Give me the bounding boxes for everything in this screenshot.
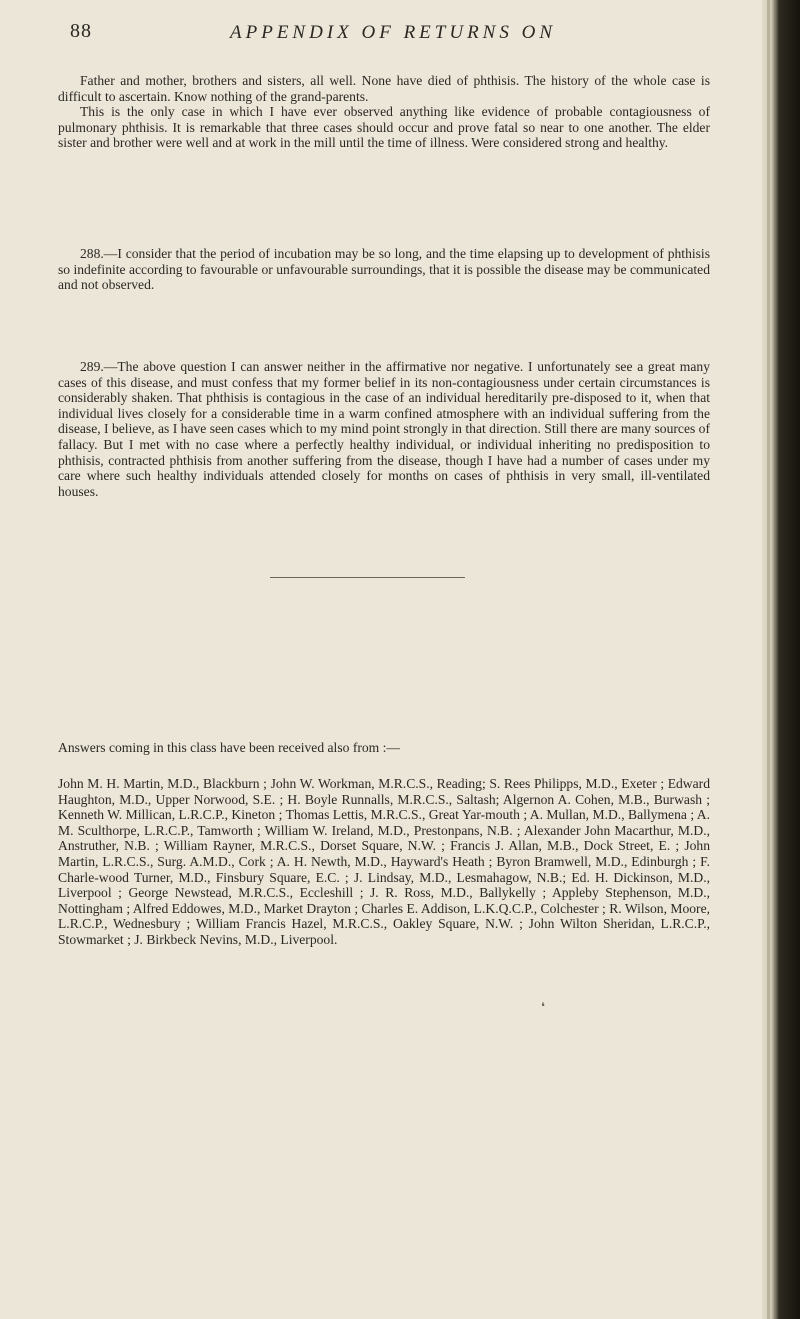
paragraph-family-history: Father and mother, brothers and sisters, all well. None have died of phthisis. The history of the whole case is difficult to ascertain. Know nothing of the grand-parents. [58, 73, 710, 104]
page-number: 88 [70, 20, 92, 42]
paragraph-289: 289.—The above question I can answer neither in the affirmative nor negative. I unfortunately see a great many cases of this disease, and must confess that my former belief in its non-contagiousness under certain circumstances is considerably shaken. That phthisis is contagious in the case of an individual hereditarily pre-disposed to it, when that individual lives closely for a considerable time in a warm confined atmosphere with an individual suffering from the disease, I believe, as I have seen cases which to my mind point strongly in that direction. Still there are many sources of fallacy. But I met with no case where a perfectly healthy individual, or individual inheriting no predisposition to phthisis, contracted phthisis from another suffering from the disease, though I have had a number of cases under my care where such healthy individuals attended closely for months on cases of phthisis in very small, ill-ventilated houses. [58, 359, 710, 499]
ink-speck: ❛ [541, 1000, 545, 1014]
paragraph-contagion-evidence: This is the only case in which I have ever observed anything like evidence of probable contagiousness of pulmonary phthisis. It is remarkable that three cases should occur and prove fatal so near to one another. The elder sister and brother were well and at work in the mill until the time of illness. Were considered strong and healthy. [58, 104, 710, 151]
page-header [0, 12, 762, 46]
running-head: APPENDIX OF RETURNS ON [230, 22, 557, 43]
answers-list: John M. H. Martin, M.D., Blackburn ; John W. Workman, M.R.C.S., Reading; S. Rees Philipps, M.D., Exeter ; Edward Haughton, M.D., Upper Norwood, S.E. ; H. Boyle Runnalls, M.R.C.S., Saltash; Algernon A. Cohen, M.B., Burwash ; Kenneth W. Millican, L.R.C.P., Kineton ; Thomas Lettis, M.R.C.S., Great Yar-mouth ; A. Mullan, M.D., Ballymena ; A. M. Sculthorpe, L.R.C.P., Tamworth ; William W. Ireland, M.D., Prestonpans, N.B. ; Alexander John Macarthur, M.D., Anstruther, N.B. ; William Rayner, M.R.C.S., Dorset Square, N.W. ; Francis J. Allan, M.B., Dock Street, E. ; John Martin, L.R.C.S., Surg. A.M.D., Cork ; A. H. Newth, M.D., Hayward's Heath ; Byron Bramwell, M.D., Edinburgh ; F. Charle-wood Turner, M.D., Finsbury Square, E.C. ; J. Lindsay, M.D., Lesmahagow, N.B.; Ed. H. Dickinson, M.D., Liverpool ; George Newstead, M.R.C.S., Eccleshill ; J. R. Ross, M.D., Ballykelly ; Appleby Stephenson, M.D., Nottingham ; Alfred Eddowes, M.D., Market Drayton ; Charles E. Addison, L.K.Q.C.P., Colchester ; R. Wilson, Moore, L.R.C.P., Wednesbury ; William Francis Hazel, M.R.C.S., Oakley Square, N.W. ; John Wilton Sheridan, L.R.C.P., Stowmarket ; J. Birkbeck Nevins, M.D., Liverpool. [58, 776, 711, 947]
page-edge [767, 0, 770, 1319]
return-289 [58, 359, 710, 499]
paragraph-288: 288.—I consider that the period of incubation may be so long, and the time elapsing up to development of phthisis so indefinite according to favourable or unfavourable surroundings, that it is possible the disease may be communicated and not observed. [58, 246, 710, 293]
return-288 [58, 246, 710, 293]
answers-heading: Answers coming in this class have been received also from :— [58, 740, 401, 755]
section-divider [270, 577, 465, 578]
case-history-block [58, 73, 710, 151]
